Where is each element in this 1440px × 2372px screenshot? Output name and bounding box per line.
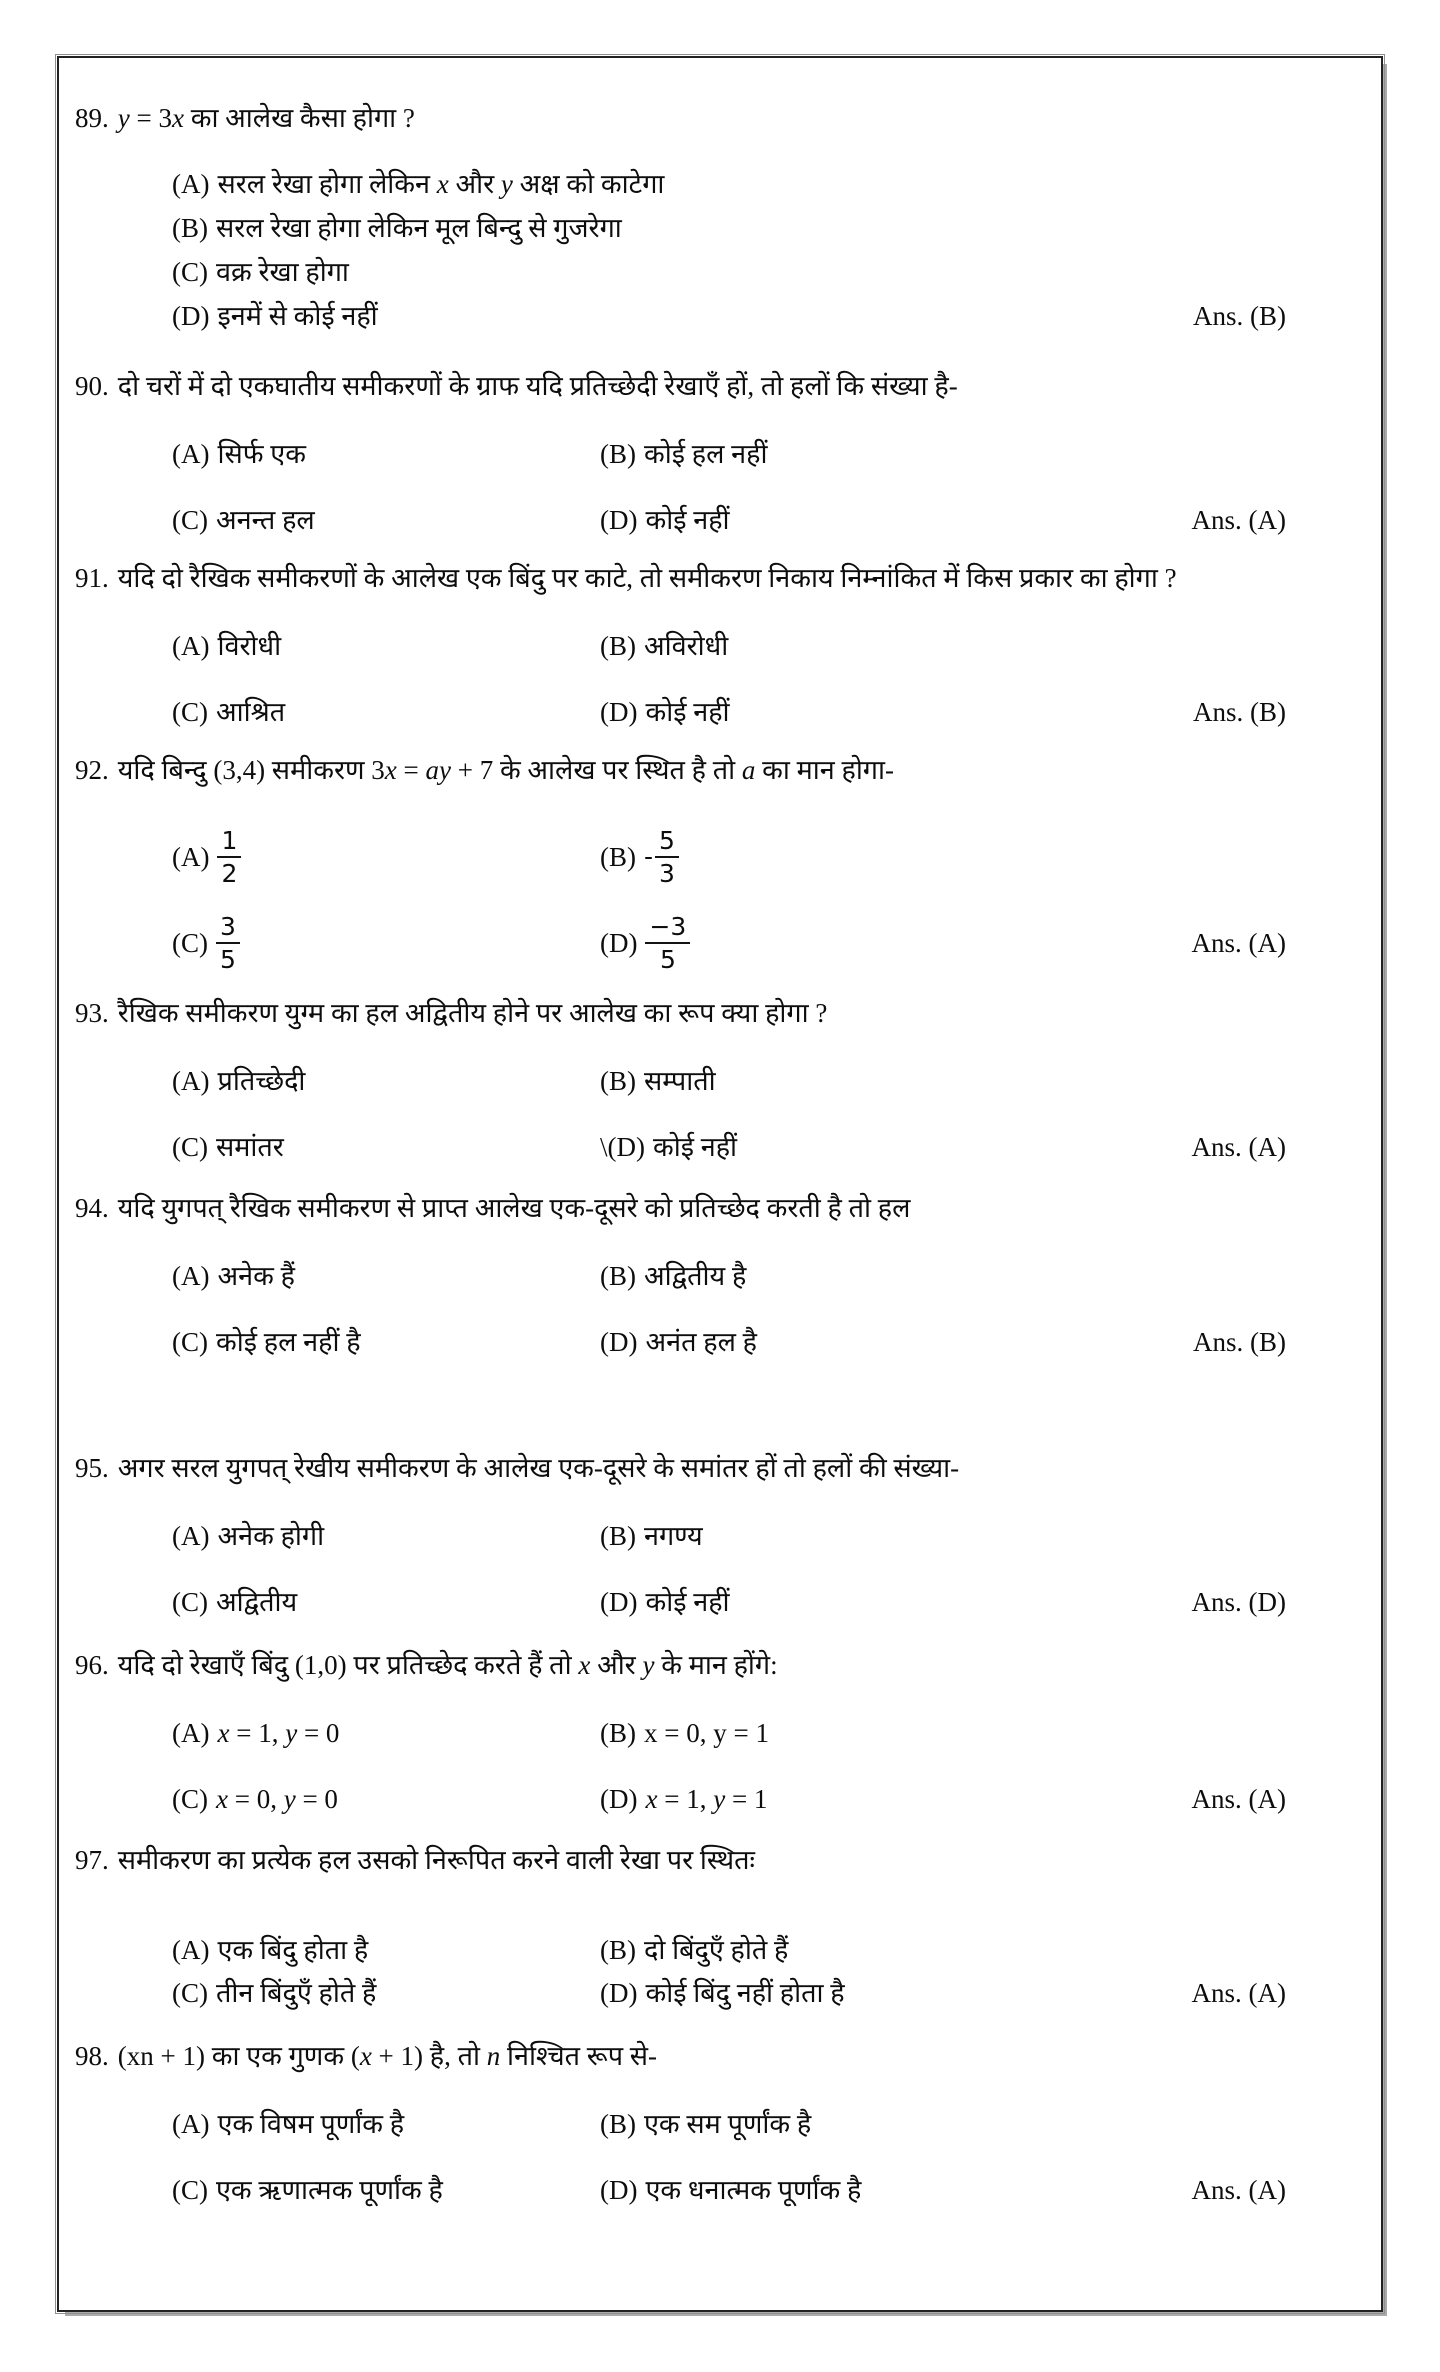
option-row: [172, 1931, 1365, 1969]
title-segment: = 3: [136, 103, 172, 133]
option-label: (A): [172, 842, 210, 872]
option-c: [172, 693, 600, 731]
option-text: एक बिंदु होता है: [217, 1935, 369, 1965]
option-text: = 0: [297, 1718, 340, 1748]
fraction-denominator: 5: [659, 945, 676, 974]
title-segment: ay: [425, 755, 451, 785]
option-label: (C): [172, 697, 208, 727]
question-number: 92.: [75, 755, 109, 785]
option-text: अनेक होगी: [217, 1521, 325, 1551]
question-number: 97.: [75, 1845, 109, 1875]
option-text: तीन बिंदुएँ होते हैं: [216, 1978, 377, 2008]
option-c: [172, 1583, 600, 1621]
option-text: कोई हल नहीं: [644, 439, 768, 469]
option-text: x: [436, 169, 449, 199]
title-segment: (xn + 1) का एक गुणक (: [117, 2041, 360, 2071]
option-text: दो बिंदुएँ होते हैं: [644, 1935, 789, 1965]
option-text: y: [500, 169, 513, 199]
title-segment: निश्चित रूप से-: [500, 2041, 658, 2071]
option-a: [172, 1517, 600, 1555]
option-text: एक सम पूर्णांक है: [644, 2109, 812, 2139]
option-label: (A): [172, 169, 210, 199]
title-segment: n: [486, 2041, 501, 2071]
option-row: [172, 297, 1365, 335]
option-label: (D): [600, 2175, 638, 2205]
option-label: (A): [172, 1521, 210, 1551]
option-label: (A): [172, 1935, 210, 1965]
answer-label: Ans. (B): [1193, 697, 1286, 727]
title-segment: + 1) है, तो: [371, 2041, 487, 2071]
option-a: [172, 435, 600, 473]
option-row: [172, 1128, 1365, 1166]
option-label: (B): [600, 631, 636, 661]
option-b: [600, 825, 1365, 889]
question-title: [75, 1189, 1365, 1227]
option-row: [172, 1780, 1365, 1818]
question-number: 96.: [75, 1650, 109, 1680]
option-label: (A): [172, 2109, 210, 2139]
question-number: 95.: [75, 1453, 109, 1483]
option-label: (A): [172, 439, 210, 469]
option-text: = 1,: [229, 1718, 286, 1748]
option-b: [600, 1714, 1365, 1752]
title-segment: यदि दो रैखिक समीकरणों के आलेख एक बिंदु पर काटे, तो समीकरण निकाय निम्नांकित में किस प्रकार का होगा ?: [117, 563, 1177, 593]
option-label: (C): [172, 2175, 208, 2205]
answer-label: Ans. (A): [1191, 505, 1286, 535]
answer-label: Ans. (B): [1193, 1327, 1286, 1357]
option-b: [600, 435, 1365, 473]
option-row: [172, 165, 1365, 203]
option-label: (B): [600, 1261, 636, 1291]
fraction: [655, 825, 679, 889]
option-d: [172, 297, 378, 335]
option-label: (D): [600, 928, 638, 958]
option-label: (C): [172, 505, 208, 535]
option-label: \(D): [600, 1132, 645, 1162]
option-label: (A): [172, 1718, 210, 1748]
option-text: कोई नहीं: [645, 697, 730, 727]
option-text: अनंत हल है: [645, 1327, 757, 1357]
question-96: [75, 1646, 1365, 1818]
option-text: इनमें से कोई नहीं: [217, 301, 378, 331]
option-c: [172, 2171, 600, 2209]
title-segment: यदि दो रेखाएँ बिंदु (1,0) पर प्रतिच्छेद करते हैं तो: [117, 1650, 579, 1680]
question-title: [75, 99, 1365, 137]
option-text: और: [448, 169, 501, 199]
fraction-denominator: 3: [659, 859, 675, 888]
fraction-numerator: 3: [216, 911, 240, 944]
option-text: एक विषम पूर्णांक है: [217, 2109, 405, 2139]
question-title: [75, 1841, 1365, 1879]
question-title: [75, 559, 1365, 597]
question-93: [75, 994, 1365, 1166]
option-row: [172, 209, 1365, 247]
option-text: अनेक हैं: [217, 1261, 295, 1291]
option-a: [172, 2105, 600, 2143]
fraction-numerator: 5: [655, 825, 679, 858]
option-text: वक्र रेखा होगा: [216, 257, 349, 287]
option-label: (D): [600, 1784, 638, 1814]
option-label: (D): [600, 1978, 638, 2008]
option-c: [172, 1780, 600, 1818]
option-row: [172, 1062, 1365, 1100]
option-c: [172, 253, 349, 291]
option-text: x = 0, y = 1: [644, 1718, 769, 1748]
question-title: [75, 2037, 1365, 2075]
title-segment: के मान होंगे:: [654, 1650, 778, 1680]
option-b: [600, 1931, 1365, 1969]
answer-label: Ans. (A): [1191, 928, 1286, 958]
question-number: 98.: [75, 2041, 109, 2071]
option-label: (C): [172, 1327, 208, 1357]
option-text: y: [713, 1784, 726, 1814]
option-label: (B): [600, 1935, 636, 1965]
title-segment: y: [117, 103, 137, 133]
question-90: [75, 367, 1365, 539]
option-row: [172, 435, 1365, 473]
option-text: अक्ष को काटेगा: [512, 169, 665, 199]
option-row: [172, 1714, 1365, 1752]
title-segment: का आलेख कैसा होगा ?: [183, 103, 415, 133]
question-98: [75, 2037, 1365, 2209]
minus-sign: -: [644, 842, 654, 871]
option-label: (B): [600, 1521, 636, 1551]
title-segment: x: [359, 2041, 372, 2071]
option-label: (C): [172, 1784, 208, 1814]
option-text: x: [216, 1784, 228, 1814]
title-segment: + 7 के आलेख पर स्थित है तो: [450, 755, 742, 785]
option-row: [172, 1517, 1365, 1555]
option-a: [172, 1714, 600, 1752]
option-label: (D): [600, 1587, 638, 1617]
question-91: [75, 559, 1365, 731]
title-segment: यदि बिन्दु (3,4) समीकरण 3: [117, 755, 385, 785]
title-segment: का मान होगा-: [755, 755, 894, 785]
option-a: [172, 1062, 600, 1100]
question-title: [75, 751, 1365, 789]
title-segment: समीकरण का प्रत्येक हल उसको निरूपित करने वाली रेखा पर स्थितः: [117, 1845, 755, 1875]
option-text: x: [645, 1784, 658, 1814]
option-a: [172, 1257, 600, 1295]
option-label: (A): [172, 1261, 210, 1291]
option-text: सम्पाती: [644, 1066, 716, 1096]
option-row: [172, 253, 1365, 291]
option-label: (C): [172, 1587, 208, 1617]
option-row: [172, 693, 1365, 731]
option-text: कोई बिंदु नहीं होता है: [645, 1978, 845, 2008]
option-label: (B): [600, 439, 636, 469]
page-frame: [57, 56, 1383, 2312]
fraction: [645, 911, 690, 975]
option-label: (C): [172, 1132, 208, 1162]
title-segment: x: [578, 1650, 591, 1680]
answer-label: Ans. (A): [1191, 2175, 1286, 2205]
option-text: सरल रेखा होगा लेकिन मूल बिन्दु से गुजरेगा: [216, 213, 622, 243]
option-row: [172, 1323, 1365, 1361]
option-text: y: [283, 1784, 296, 1814]
option-text: y: [285, 1718, 298, 1748]
option-c: [172, 1128, 600, 1166]
option-label: (B): [600, 2109, 636, 2139]
option-row: [172, 2171, 1365, 2209]
option-b: [600, 1517, 1365, 1555]
option-text: अद्वितीय है: [644, 1261, 747, 1291]
option-b: [172, 209, 622, 247]
option-row: [172, 627, 1365, 665]
option-a: [172, 165, 664, 203]
option-b: [600, 2105, 1365, 2143]
answer-label: Ans. (A): [1191, 1978, 1286, 2008]
option-c: [172, 911, 600, 975]
option-row: [172, 2105, 1365, 2143]
option-text: नगण्य: [644, 1521, 703, 1551]
option-label: (B): [172, 213, 208, 243]
question-title: [75, 1449, 1365, 1487]
fraction: [217, 825, 241, 889]
option-a: [172, 825, 600, 889]
option-row: [172, 501, 1365, 539]
option-row: [172, 825, 1365, 889]
option-text: सरल रेखा होगा लेकिन: [217, 169, 437, 199]
question-number: 91.: [75, 563, 109, 593]
option-label: (B): [600, 1066, 636, 1096]
title-segment: x: [384, 755, 397, 785]
fraction-numerator: −3: [645, 911, 690, 944]
title-segment: और: [590, 1650, 643, 1680]
option-label: (D): [172, 301, 210, 331]
fraction: [216, 911, 240, 975]
option-a: [172, 627, 600, 665]
option-c: [172, 1323, 600, 1361]
question-number: 89.: [75, 103, 109, 133]
option-b: [600, 627, 1365, 665]
option-label: (A): [172, 631, 210, 661]
title-segment: अगर सरल युगपत् रेखीय समीकरण के आलेख एक-दूसरे के समांतर हों तो हलों की संख्या-: [117, 1453, 960, 1483]
option-a: [172, 1931, 600, 1969]
question-97: [75, 1841, 1365, 2012]
option-row: [172, 1257, 1365, 1295]
title-segment: रैखिक समीकरण युग्म का हल अद्वितीय होने पर आलेख का रूप क्या होगा ?: [117, 998, 828, 1028]
question-89: [75, 99, 1365, 335]
question-title: [75, 367, 1365, 405]
question-number: 93.: [75, 998, 109, 1028]
option-label: (D): [600, 1327, 638, 1357]
option-text: = 1,: [657, 1784, 714, 1814]
option-text: = 0: [295, 1784, 338, 1814]
option-row: [172, 1974, 1365, 2012]
option-text: प्रतिच्छेदी: [217, 1066, 306, 1096]
question-number: 94.: [75, 1193, 109, 1223]
question-title: [75, 1646, 1365, 1684]
answer-label: Ans. (A): [1191, 1132, 1286, 1162]
option-label: (A): [172, 1066, 210, 1096]
option-row: [172, 1583, 1365, 1621]
option-label: (B): [600, 1718, 636, 1748]
option-label: (C): [172, 1978, 208, 2008]
question-92: [75, 751, 1365, 975]
option-label: (C): [172, 257, 208, 287]
option-text: सिर्फ एक: [217, 439, 306, 469]
option-b: [600, 1062, 1365, 1100]
title-segment: a: [741, 755, 756, 785]
question-number: 90.: [75, 371, 109, 401]
title-segment: यदि युगपत् रैखिक समीकरण से प्राप्त आलेख एक-दूसरे को प्रतिच्छेद करती है तो हल: [117, 1193, 911, 1223]
option-b: [600, 1257, 1365, 1295]
option-text: = 0,: [227, 1784, 284, 1814]
title-segment: x: [171, 103, 184, 133]
option-text: कोई हल नहीं है: [216, 1327, 361, 1357]
question-title: [75, 994, 1365, 1032]
option-text: एक ऋणात्मक पूर्णांक है: [216, 2175, 443, 2205]
title-segment: =: [396, 755, 426, 785]
option-label: (D): [600, 697, 638, 727]
option-text: = 1: [725, 1784, 768, 1814]
option-text: अविरोधी: [644, 631, 729, 661]
option-label: (D): [600, 505, 638, 535]
answer-label: Ans. (A): [1191, 1784, 1286, 1814]
option-text: अद्वितीय: [216, 1587, 298, 1617]
option-text: कोई नहीं: [645, 1587, 730, 1617]
option-text: कोई नहीं: [652, 1132, 738, 1162]
option-text: अनन्त हल: [216, 505, 315, 535]
option-text: समांतर: [216, 1132, 284, 1162]
option-row: [172, 911, 1365, 975]
title-segment: दो चरों में दो एकघातीय समीकरणों के ग्राफ यदि प्रतिच्छेदी रेखाएँ हों, तो हलों कि संख्या है-: [117, 371, 958, 401]
option-text: एक धनात्मक पूर्णांक है: [645, 2175, 862, 2205]
option-text: विरोधी: [217, 631, 282, 661]
option-c: [172, 1974, 600, 2012]
answer-label: Ans. (B): [1193, 301, 1286, 331]
option-label: (B): [600, 842, 636, 872]
option-text: कोई नहीं: [645, 505, 730, 535]
page-content: [59, 58, 1381, 2310]
question-94: [75, 1189, 1365, 1361]
option-text: आश्रित: [216, 697, 286, 727]
fraction-denominator: 5: [220, 945, 236, 974]
fraction-denominator: 2: [221, 859, 238, 888]
answer-label: Ans. (D): [1191, 1587, 1286, 1617]
option-label: (C): [172, 928, 208, 958]
title-segment: y: [642, 1650, 655, 1680]
option-text: x: [217, 1718, 230, 1748]
fraction-numerator: 1: [217, 825, 241, 858]
question-95: [75, 1449, 1365, 1621]
option-c: [172, 501, 600, 539]
